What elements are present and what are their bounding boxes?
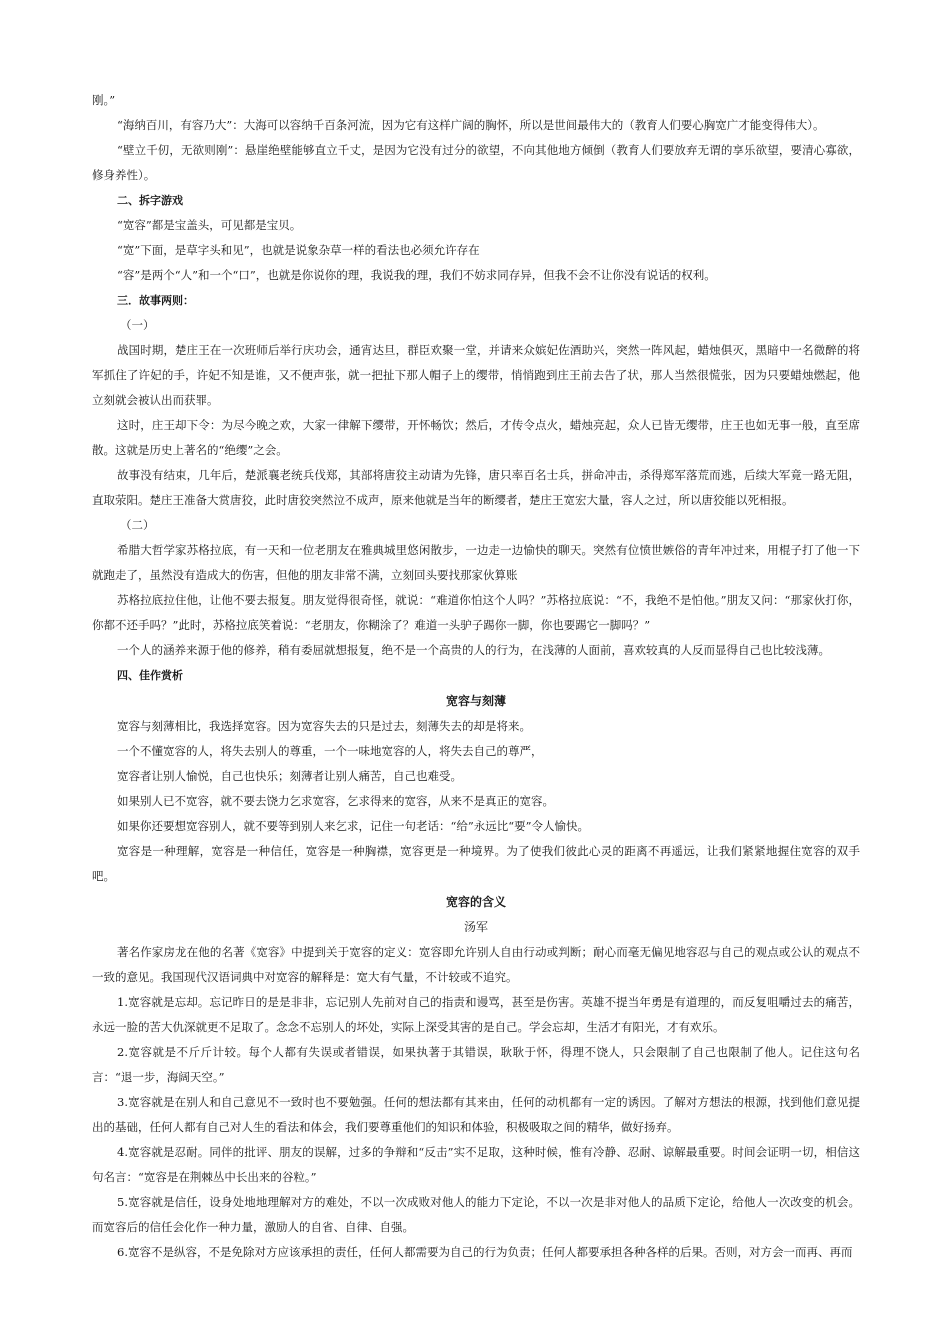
paragraph: 这时，庄王却下令：为尽今晚之欢，大家一律解下缨带，开怀畅饮；然后，才传令点火，蜡烛亮起，众人已皆无缨带，庄王也如无事一般，直至席散。这就是历史上著名的“绝缨”之会。 [92,418,860,457]
essay-author: 汤军 [463,920,488,934]
paragraph: 宽容是一种理解，宽容是一种信任，宽容是一种胸襟，宽容更是一种境界。为了使我们彼此心灵的距离不再遥远，让我们紧紧地握住宽容的双手吧。 [92,844,860,883]
paragraph: 希腊大哲学家苏格拉底，有一天和一位老朋友在雅典城里悠闲散步，一边走一边愉快的聊天。突然有位愤世嫉俗的青年冲过来，用棍子打了他一下就跑走了，虽然没有造成大的伤害，但他的朋友非常不满，立刻回头要找那家伙算账 [92,543,860,582]
story-label: （一） [120,318,155,332]
section-heading: 二、拆字游戏 [117,194,183,207]
paragraph: 4.宽容就是忍耐。同伴的批评、朋友的误解，过多的争辩和“反击”实不足取，这种时候，惟有冷静、忍耐、谅解最重要。时间会证明一切，相信这句名言：“宽容是在荆棘丛中长出来的谷粒。” [92,1145,860,1184]
paragraph: 一个人的涵养来源于他的修养，稍有委屈就想报复，绝不是一个高贵的人的行为，在浅薄的人面前，喜欢较真的人反而显得自己也比较浅薄。 [117,643,830,657]
paragraph: 如果别人已不宽容，就不要去饶力乞求宽容，乞求得来的宽容，从来不是真正的宽容。 [117,794,554,808]
paragraph: 宽容与刻薄相比，我选择宽容。因为宽容失去的只是过去，刻薄失去的却是将来。 [117,719,531,733]
paragraph: 2.宽容就是不斤斤计较。每个人都有失误或者错误，如果执著于其错误，耿耿于怀，得理不饶人，只会限制了自己也限制了他人。记住这句名言：“退一步，海阔天空。” [92,1045,860,1084]
paragraph: 如果你还要想宽容别人，就不要等到别人来乞求，记住一句老话：“给”永远比“要”令人愉快。 [117,819,590,833]
section-heading: 三．故事两则： [117,294,194,307]
paragraph: “海纳百川，有容乃大”：大海可以容纳千百条河流，因为它有这样广阔的胸怀，所以是世间最伟大的（教育人们要心胸宽广才能变得伟大）。 [117,118,825,132]
paragraph: “容”是两个“人”和一个“口”，也就是你说你的理，我说我的理，我们不妨求同存异，但我不会不让你没有说话的权利。 [117,268,716,282]
paragraph: “宽”下面，是草字头和见”，也就是说象杂草一样的看法也必须允许存在 [117,243,480,257]
essay-title: 宽容的含义 [445,895,506,909]
paragraph: 一个不懂宽容的人，将失去别人的尊重，一个一味地宽容的人，将失去自己的尊严， [117,744,543,758]
paragraph: 宽容者让别人愉悦，自己也快乐；刻薄者让别人痛苦，自己也难受。 [117,769,462,783]
paragraph: 著名作家房龙在他的名著《宽容》中提到关于宽容的定义：宽容即允许别人自由行动或判断；耐心而毫无偏见地容忍与自己的观点或公认的观点不一致的意见。我国现代汉语词典中对宽容的解释是：宽大有气量，不计较或不追究。 [92,945,860,984]
continued-text: 刚。” [92,93,116,107]
paragraph: 3.宽容就是在别人和自己意见不一致时也不要勉强。任何的想法都有其来由，任何的动机都有一定的诱因。了解对方想法的根源，找到他们意见提出的基础，任何人都有自己对人生的看法和体会，我们要尊重他们的知识和体验，积极吸取之间的精华，做好扬弃。 [92,1095,860,1134]
essay-title: 宽容与刻薄 [445,694,506,708]
paragraph: 故事没有结束，几年后，楚派襄老统兵伐郑，其部将唐狡主动请为先锋，唐只率百名士兵，拼命冲击，杀得郑军落荒而逃，后续大军竟一路无阻，直取荥阳。楚庄王准备大赏唐狡，此时唐狡突然泣不成声，原来他就是当年的断缨者，楚庄王宽宏大量，容人之过，所以唐狡能以死相报。 [92,468,860,507]
story-label: （二） [120,518,155,532]
document-page [92,88,860,1265]
paragraph: “宽容”都是宝盖头，可见都是宝贝。 [117,218,302,232]
paragraph: 6.宽容不是纵容，不是免除对方应该承担的责任，任何人都需要为自己的行为负责；任何人都要承担各种各样的后果。否则，对方会一而再、再而 [117,1245,853,1259]
section-heading: 四、佳作赏析 [117,669,183,682]
paragraph: 战国时期，楚庄王在一次班师后举行庆功会，通宵达旦，群臣欢聚一堂，并请来众嫔妃佐酒助兴，突然一阵风起，蜡烛俱灭，黑暗中一名微醉的将军抓住了许妃的手，许妃不知是谁，又不便声张，就一把扯下那人帽子上的缨带，悄悄跑到庄王前去告了状，那人当然很慌张，因为只要蜡烛燃起，他立刻就会被认出而获罪。 [92,343,860,407]
paragraph: “壁立千仞，无欲则刚”：悬崖绝壁能够直立千丈，是因为它没有过分的欲望，不向其他地方倾倒（教育人们要放弃无谓的享乐欲望，要清心寡欲，修身养性）。 [92,143,860,182]
paragraph: 苏格拉底拉住他，让他不要去报复。朋友觉得很奇怪，就说：“难道你怕这个人吗？”苏格拉底说：“不，我绝不是怕他。”朋友又问：“那家伙打你，你都不还手吗？”此时，苏格拉底笑着说：“老朋友，你糊涂了？难道一头驴子踢你一脚，你也要踢它一脚吗？” [92,593,860,632]
paragraph: 5.宽容就是信任，设身处地地理解对方的难处，不以一次成败对他人的能力下定论，不以一次是非对他人的品质下定论，给他人一次改变的机会。而宽容后的信任会化作一种力量，激励人的自省、自律、自强。 [92,1195,860,1234]
paragraph: 1.宽容就是忘却。忘记昨日的是是非非，忘记别人先前对自己的指责和谩骂，甚至是伤害。英雄不提当年勇是有道理的，而反复咀嚼过去的痛苦，永远一脸的苦大仇深就更不足取了。念念不忘别人的坏处，实际上深受其害的是自己。学会忘却，生活才有阳光，才有欢乐。 [92,995,860,1034]
